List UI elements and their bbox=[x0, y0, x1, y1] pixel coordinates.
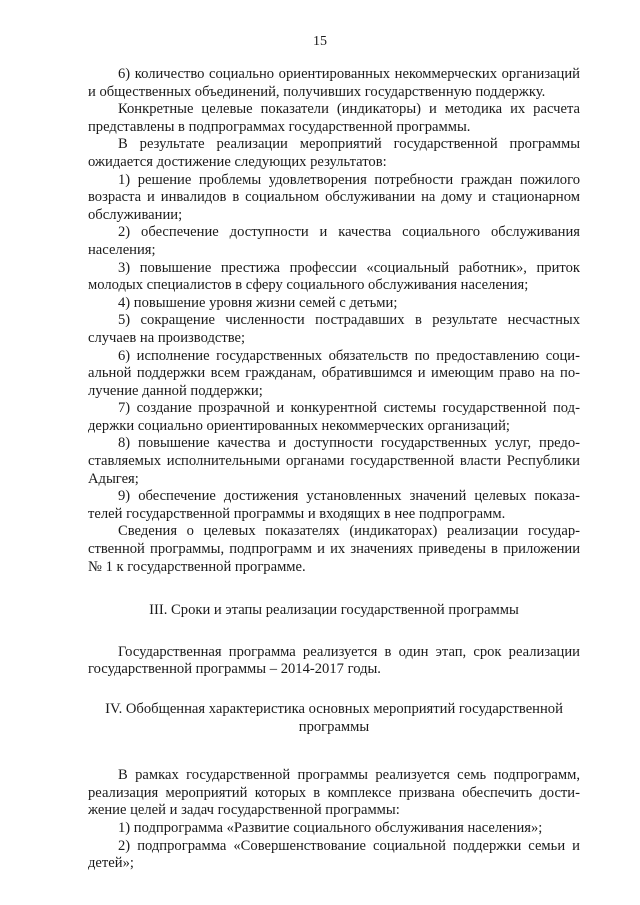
section-heading: III. Сроки и этапы реализации государственной программы bbox=[149, 602, 519, 619]
paragraph: В результате реализации мероприятий государственной программы ожидается достижение следующих результатов: bbox=[88, 136, 580, 170]
page-number: 15 bbox=[313, 34, 327, 49]
paragraph: Государственная программа реализуется в один этап, срок реализации государственной программы – 2014-2017 годы. bbox=[88, 643, 580, 678]
list-item: 6) исполнение государственных обязательств по предоставлению социальной поддержки всем гражданам, обратившимся и имеющим право на получение данной поддержки; bbox=[88, 347, 580, 399]
list-item: 8) повышение качества и доступности государственных услуг, предоставляемых исполнительными органами государственной власти Республики Адыгея; bbox=[88, 435, 580, 487]
paragraph: В рамках государственной программы реализуется семь подпрограмм, реализация мероприятий которых в комплексе призвана обеспечить достижение целей и задач государственной программы: bbox=[88, 767, 580, 819]
list-item: 1) подпрограмма «Развитие социального обслуживания населения»; bbox=[118, 819, 543, 836]
list-item: 5) сокращение численности пострадавших в результате несчастных случаев на производстве; bbox=[88, 312, 580, 346]
list-item: 9) обеспечение достижения установленных значений целевых показателей государственной программы и входящих в нее подпрограмм. bbox=[88, 488, 580, 522]
list-item: 2) подпрограмма «Совершенствование социальной поддержки семьи и детей»; bbox=[88, 837, 580, 872]
list-item: 2) обеспечение доступности и качества социального обслуживания населения; bbox=[88, 224, 580, 258]
list-item: 4) повышение уровня жизни семей с детьми; bbox=[118, 294, 398, 311]
paragraph: 6) количество социально ориентированных некоммерческих организаций и общественных объединений, получивших государственную поддержку. bbox=[88, 66, 580, 100]
document-body bbox=[88, 66, 580, 873]
list-item: 1) решение проблемы удовлетворения потребности граждан пожилого возраста и инвалидов в социальном обслуживании на дому и стационарном обслуживании; bbox=[88, 171, 580, 223]
paragraph: Сведения о целевых показателях (индикаторах) реализации государственной программы, подпрограмм и их значениях приведены в приложении № 1 к государственной программе. bbox=[88, 523, 580, 575]
list-item: 7) создание прозрачной и конкурентной системы государственной поддержки социально ориентированных некоммерческих организаций; bbox=[88, 400, 580, 434]
list-item: 3) повышение престижа профессии «социальный работник», приток молодых специалистов в сферу социального обслуживания населения; bbox=[88, 259, 580, 294]
section-heading: IV. Обобщенная характеристика основных мероприятий государственной программы bbox=[105, 701, 563, 735]
paragraph: Конкретные целевые показатели (индикаторы) и методика их расчета представлены в подпрограммах государственной программы. bbox=[88, 101, 580, 135]
